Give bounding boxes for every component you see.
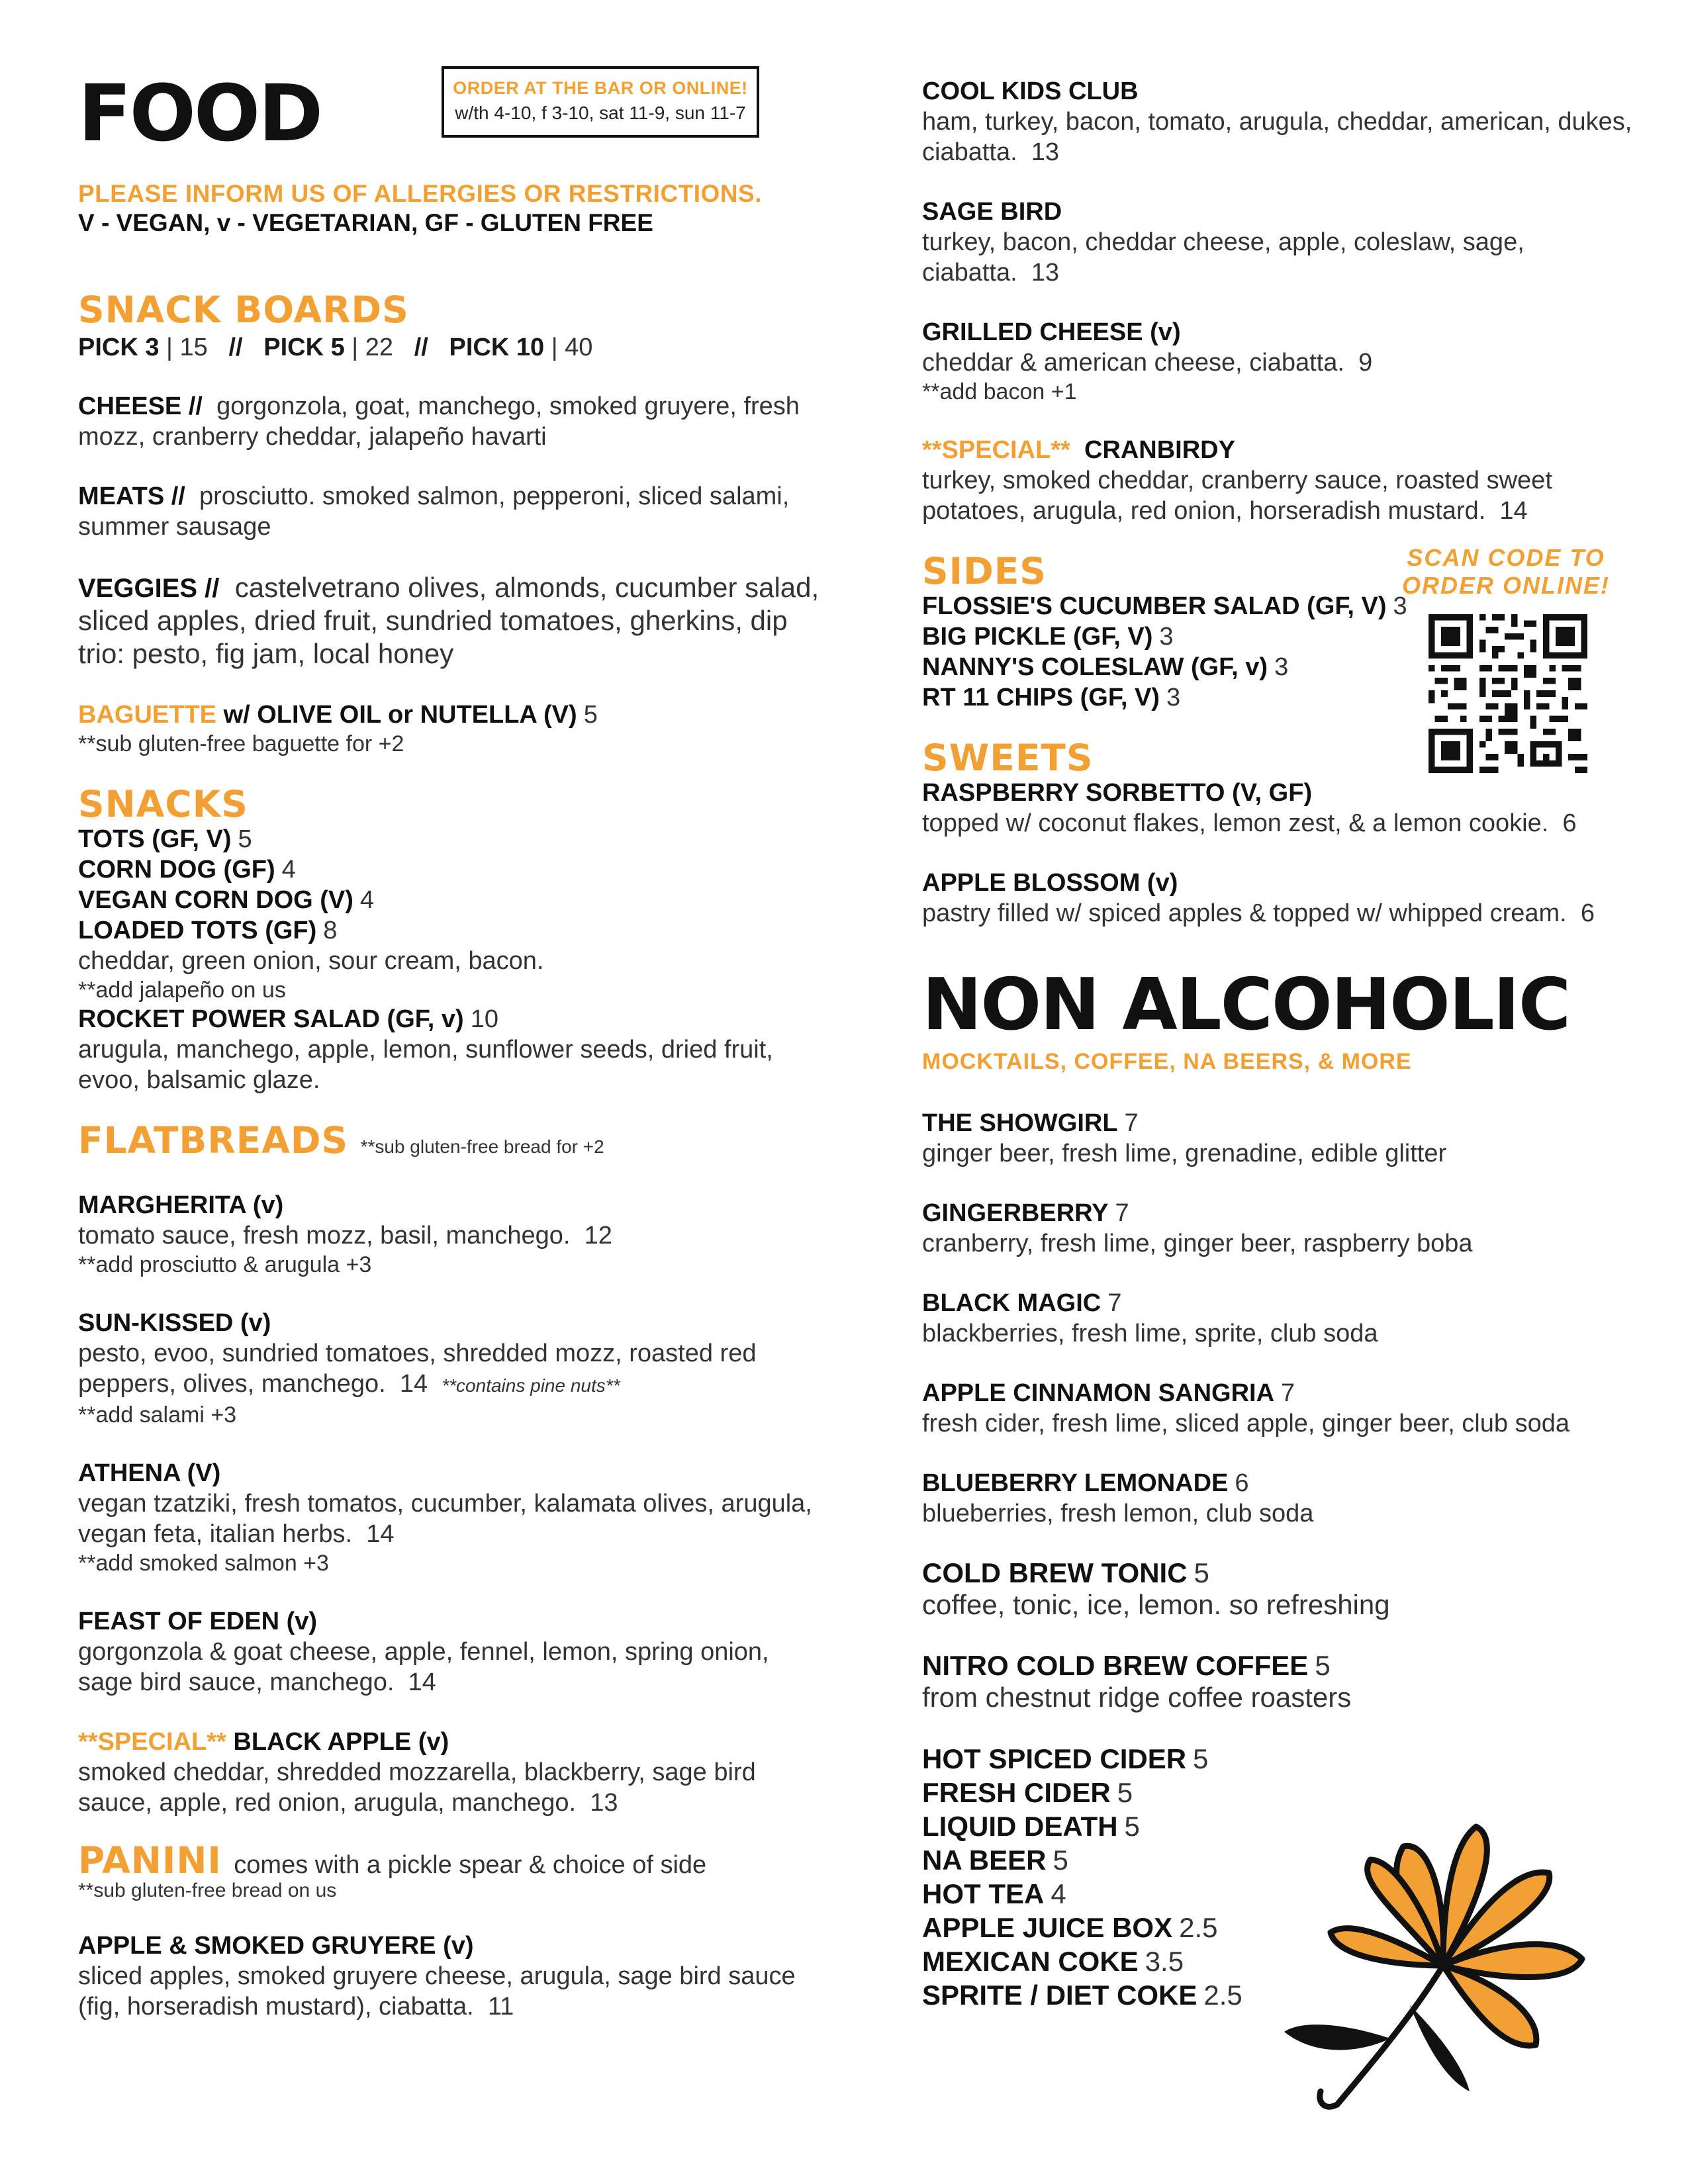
menu-item-tots	[78, 824, 820, 854]
allergy-notice: PLEASE INFORM US OF ALLERGIES OR RESTRICTIONS.	[78, 180, 763, 207]
menu-item-grilled-cheese	[922, 317, 1637, 406]
item-price: 4	[359, 886, 375, 914]
pick-pricing: PICK 3 | 15 // PICK 5 | 22 // PICK 10 | 40	[78, 333, 593, 361]
item-name: BIG PICKLE (GF, V)	[922, 622, 1153, 651]
item-desc: blueberries, fresh lemon, club soda	[922, 1499, 1314, 1527]
drink-item	[922, 1108, 1637, 1169]
menu-item-rocket-salad	[78, 1004, 820, 1095]
special-badge: **SPECIAL**	[78, 1727, 226, 1756]
section-title-snacks: SNACKS	[78, 782, 248, 825]
diet-legend: V - VEGAN, v - VEGETARIAN, GF - GLUTEN FREE	[78, 209, 653, 236]
item-desc: fresh cider, fresh lime, sliced apple, ginger beer, club soda	[922, 1409, 1570, 1437]
non-alcoholic-subtitle: MOCKTAILS, COFFEE, NA BEERS, & MORE	[922, 1048, 1412, 1074]
item-note: **sub gluten-free baguette for +2	[78, 731, 404, 756]
item-name: FEAST OF EDEN (v)	[78, 1607, 318, 1635]
section-title-sides: SIDES	[922, 550, 1047, 592]
item-name: APPLE & SMOKED GRUYERE (v)	[78, 1931, 474, 1960]
flatbreads-note: **sub gluten-free bread for +2	[360, 1136, 604, 1157]
item-name: CHEESE //	[78, 392, 203, 420]
order-info-title: ORDER AT THE BAR OR ONLINE!	[453, 78, 748, 98]
menu-item-sage-bird	[922, 197, 1637, 288]
menu-item-margherita	[78, 1190, 820, 1279]
item-name: BLUEBERRY LEMONADE	[922, 1469, 1229, 1497]
item-price: 2.5	[1179, 1911, 1218, 1943]
item-desc: topped w/ coconut flakes, lemon zest, & a lemon cookie.	[922, 809, 1549, 837]
item-name: VEGGIES //	[78, 573, 220, 603]
drink-item	[922, 1742, 1637, 1776]
item-desc: prosciutto. smoked salmon, pepperoni, sliced salami, summer sausage	[78, 482, 790, 541]
item-desc: gorgonzola & goat cheese, apple, fennel, lemon, spring onion, sage bird sauce, manchego.	[78, 1637, 769, 1696]
item-price: 5	[1117, 1776, 1133, 1808]
item-name: MEATS //	[78, 482, 185, 510]
item-desc: turkey, bacon, cheddar cheese, apple, coleslaw, sage, ciabatta.	[922, 228, 1524, 287]
item-name: CRANBIRDY	[1084, 436, 1235, 464]
item-price: 7	[1281, 1379, 1295, 1407]
drink-item	[922, 1468, 1637, 1529]
item-desc: pastry filled w/ spiced apples & topped w/ whipped cream.	[922, 899, 1567, 927]
item-price: 13	[1031, 259, 1060, 287]
order-info-box	[442, 66, 759, 138]
item-name: COLD BREW TONIC	[922, 1557, 1188, 1588]
item-price: 4	[281, 855, 296, 884]
pick-5-label: PICK 5	[263, 333, 345, 361]
menu-item-sorbetto	[922, 778, 1637, 839]
item-desc: cheddar & american cheese, ciabatta.	[922, 349, 1344, 377]
item-name: SUN-KISSED (v)	[78, 1308, 271, 1337]
item-price: 3	[1159, 622, 1174, 651]
menu-item-apple-blossom	[922, 868, 1637, 929]
panini-note: **sub gluten-free bread on us	[78, 1879, 337, 1901]
item-price: 6	[1235, 1469, 1249, 1497]
item-price: 6	[1562, 809, 1577, 837]
order-hours: w/th 4-10, f 3-10, sat 11-9, sun 11-7	[455, 103, 746, 123]
item-price: 10	[470, 1005, 498, 1033]
item-desc: ginger beer, fresh lime, grenadine, edible glitter	[922, 1139, 1447, 1167]
item-price: 12	[584, 1221, 612, 1250]
item-name: SAGE BIRD	[922, 198, 1062, 226]
item-price: 7	[1115, 1199, 1129, 1227]
item-note: **add prosciutto & arugula +3	[78, 1251, 372, 1277]
menu-item-veggies	[78, 571, 820, 670]
item-desc: ham, turkey, bacon, tomato, arugula, cheddar, american, dukes, ciabatta.	[922, 108, 1632, 166]
scan-line-1: SCAN CODE TO	[1407, 544, 1605, 571]
item-note: **add salami +3	[78, 1402, 237, 1428]
pick-3-label: PICK 3	[78, 333, 160, 361]
menu-item-feast-of-eden	[78, 1606, 820, 1698]
menu-item-sun-kissed	[78, 1308, 820, 1429]
item-name: RASPBERRY SORBETTO (V, GF)	[922, 778, 1313, 807]
menu-item-athena	[78, 1458, 820, 1577]
item-desc-1: pesto, evoo, sundried tomatoes, shredded mozz, roasted red	[78, 1339, 757, 1367]
item-desc: sliced apples, smoked gruyere cheese, arugula, sage bird sauce (fig, horseradish mustard), ciabatta.	[78, 1962, 796, 2021]
item-name: ATHENA (V)	[78, 1459, 221, 1487]
panini-subtitle: comes with a pickle spear & choice of side	[234, 1850, 707, 1879]
item-price: 4	[1051, 1878, 1066, 1909]
item-name: VEGAN CORN DOG (V)	[78, 886, 353, 914]
menu-item-cheese	[78, 391, 820, 452]
item-name: BLACK MAGIC	[922, 1289, 1102, 1317]
item-price: 14	[408, 1668, 436, 1696]
item-desc: smoked cheddar, shredded mozzarella, blackberry, sage bird sauce, apple, red onion, arugula, manchego.	[78, 1758, 756, 1817]
item-name: CORN DOG (GF)	[78, 855, 275, 884]
qr-code-icon[interactable]	[1429, 614, 1587, 773]
item-warning: **contains pine nuts**	[442, 1375, 620, 1396]
item-name: HOT SPICED CIDER	[922, 1743, 1187, 1774]
item-price: 5	[238, 825, 252, 853]
item-name: LOADED TOTS (GF)	[78, 916, 317, 944]
item-price: 7	[1107, 1289, 1122, 1317]
item-name: ROCKET POWER SALAD (GF, v)	[78, 1005, 464, 1033]
item-price: 14	[399, 1369, 428, 1398]
menu-item-loaded-tots	[78, 915, 820, 1004]
item-note: **add jalapeño on us	[78, 977, 286, 1003]
item-name: THE SHOWGIRL	[922, 1109, 1118, 1137]
item-name: BLACK APPLE (v)	[233, 1727, 449, 1756]
pick-5-price: 22	[365, 333, 394, 361]
menu-item-cool-kids-club	[922, 76, 1637, 167]
item-name: MARGHERITA (v)	[78, 1191, 284, 1219]
item-name: SPRITE / DIET COKE	[922, 1979, 1197, 2011]
item-name: MEXICAN COKE	[922, 1945, 1139, 1977]
scan-line-2: ORDER ONLINE!	[1402, 572, 1610, 599]
item-price: 6	[1580, 899, 1595, 927]
drink-item	[922, 1288, 1637, 1349]
item-price: 3	[1274, 653, 1289, 681]
item-name: FRESH CIDER	[922, 1776, 1111, 1808]
menu-item-black-apple	[78, 1727, 820, 1818]
item-desc: turkey, smoked cheddar, cranberry sauce, roasted sweet potatoes, arugula, red onion, horseradish mustard.	[922, 467, 1552, 525]
item-name: NITRO COLD BREW COFFEE	[922, 1649, 1309, 1681]
item-name: GINGERBERRY	[922, 1199, 1109, 1227]
flower-icon	[1278, 1800, 1609, 2118]
section-title-panini: PANINI	[78, 1839, 222, 1882]
item-name: GRILLED CHEESE (v)	[922, 318, 1181, 346]
item-price: 9	[1358, 349, 1373, 377]
pick-10-price: 40	[565, 333, 593, 361]
section-title-non-alcoholic: NON ALCOHOLIC	[922, 963, 1570, 1046]
item-price: 3	[1393, 592, 1407, 620]
item-name: FLOSSIE'S CUCUMBER SALAD (GF, V)	[922, 592, 1387, 620]
item-price: 5	[1315, 1649, 1331, 1681]
section-title-flatbreads: FLATBREADS	[78, 1118, 349, 1161]
drink-item	[922, 1378, 1637, 1439]
item-note: **add smoked salmon +3	[78, 1550, 329, 1576]
item-desc: arugula, manchego, apple, lemon, sunflower seeds, dried fruit, evoo, balsamic glaze.	[78, 1035, 773, 1094]
item-name: TOTS (GF, V)	[78, 825, 232, 853]
item-price: 13	[1031, 138, 1060, 166]
item-price: 14	[366, 1520, 395, 1548]
item-desc: gorgonzola, goat, manchego, smoked gruyere, fresh mozz, cranberry cheddar, jalapeño havarti	[78, 392, 800, 451]
menu-item-baguette	[78, 700, 820, 758]
item-desc: cheddar, green onion, sour cream, bacon.	[78, 946, 544, 975]
section-title-snack-boards: SNACK BOARDS	[78, 289, 409, 331]
item-price: 8	[323, 916, 338, 944]
item-price: 7	[1124, 1109, 1139, 1137]
item-desc: coffee, tonic, ice, lemon. so refreshing	[922, 1588, 1390, 1620]
item-price: 3.5	[1145, 1945, 1184, 1977]
item-price: 14	[1499, 497, 1528, 525]
item-name: APPLE JUICE BOX	[922, 1911, 1173, 1943]
page-title: FOOD	[78, 68, 322, 159]
item-price: 3	[1166, 683, 1181, 711]
item-name-orange: BAGUETTE	[78, 700, 216, 729]
item-desc-2: peppers, olives, manchego.	[78, 1369, 386, 1398]
item-name: COOL KIDS CLUB	[922, 77, 1139, 105]
pick-10-label: PICK 10	[449, 333, 545, 361]
menu-item-cranbirdy	[922, 435, 1637, 526]
item-price: 13	[590, 1788, 618, 1817]
section-title-sweets: SWEETS	[922, 736, 1094, 779]
item-name: APPLE BLOSSOM (v)	[922, 868, 1178, 897]
item-price: 5	[1124, 1810, 1140, 1842]
item-price: 5	[1194, 1557, 1209, 1588]
scan-code-label	[1397, 544, 1615, 600]
item-price: 5	[583, 700, 598, 729]
item-desc: cranberry, fresh lime, ginger beer, raspberry boba	[922, 1229, 1473, 1257]
item-name: NANNY'S COLESLAW (GF, v)	[922, 653, 1268, 681]
item-desc: blackberries, fresh lime, sprite, club soda	[922, 1319, 1378, 1347]
item-name: APPLE CINNAMON SANGRIA	[922, 1379, 1275, 1407]
item-name: RT 11 CHIPS (GF, V)	[922, 683, 1160, 711]
drink-item	[922, 1198, 1637, 1259]
item-price: 11	[487, 1992, 514, 2021]
item-desc: vegan tzatziki, fresh tomatos, cucumber, kalamata olives, arugula, vegan feta, italian herbs.	[78, 1489, 812, 1548]
drink-item	[922, 1558, 1637, 1621]
item-price: 5	[1193, 1743, 1209, 1774]
item-name: LIQUID DEATH	[922, 1810, 1118, 1842]
pick-3-price: 15	[179, 333, 208, 361]
item-desc: tomato sauce, fresh mozz, basil, manchego.	[78, 1221, 571, 1250]
item-name: w/ OLIVE OIL or NUTELLA (V)	[223, 700, 577, 729]
drink-item	[922, 1651, 1637, 1714]
item-desc: from chestnut ridge coffee roasters	[922, 1681, 1352, 1713]
item-name: HOT TEA	[922, 1878, 1045, 1909]
item-name: NA BEER	[922, 1844, 1047, 1876]
menu-item-apple-gruyere	[78, 1931, 820, 2022]
item-note: **add bacon +1	[922, 379, 1077, 404]
menu-item-corn-dog	[78, 854, 820, 885]
item-desc: castelvetrano olives, almonds, cucumber salad, sliced apples, dried fruit, sundried tomatoes, gherkins, dip trio: pesto, fig jam, local honey	[78, 571, 820, 669]
item-price: 5	[1053, 1844, 1068, 1876]
menu-item-meats	[78, 481, 820, 542]
special-badge: **SPECIAL**	[922, 436, 1070, 464]
menu-item-vegan-corn-dog	[78, 885, 820, 915]
item-price: 2.5	[1203, 1979, 1243, 2011]
